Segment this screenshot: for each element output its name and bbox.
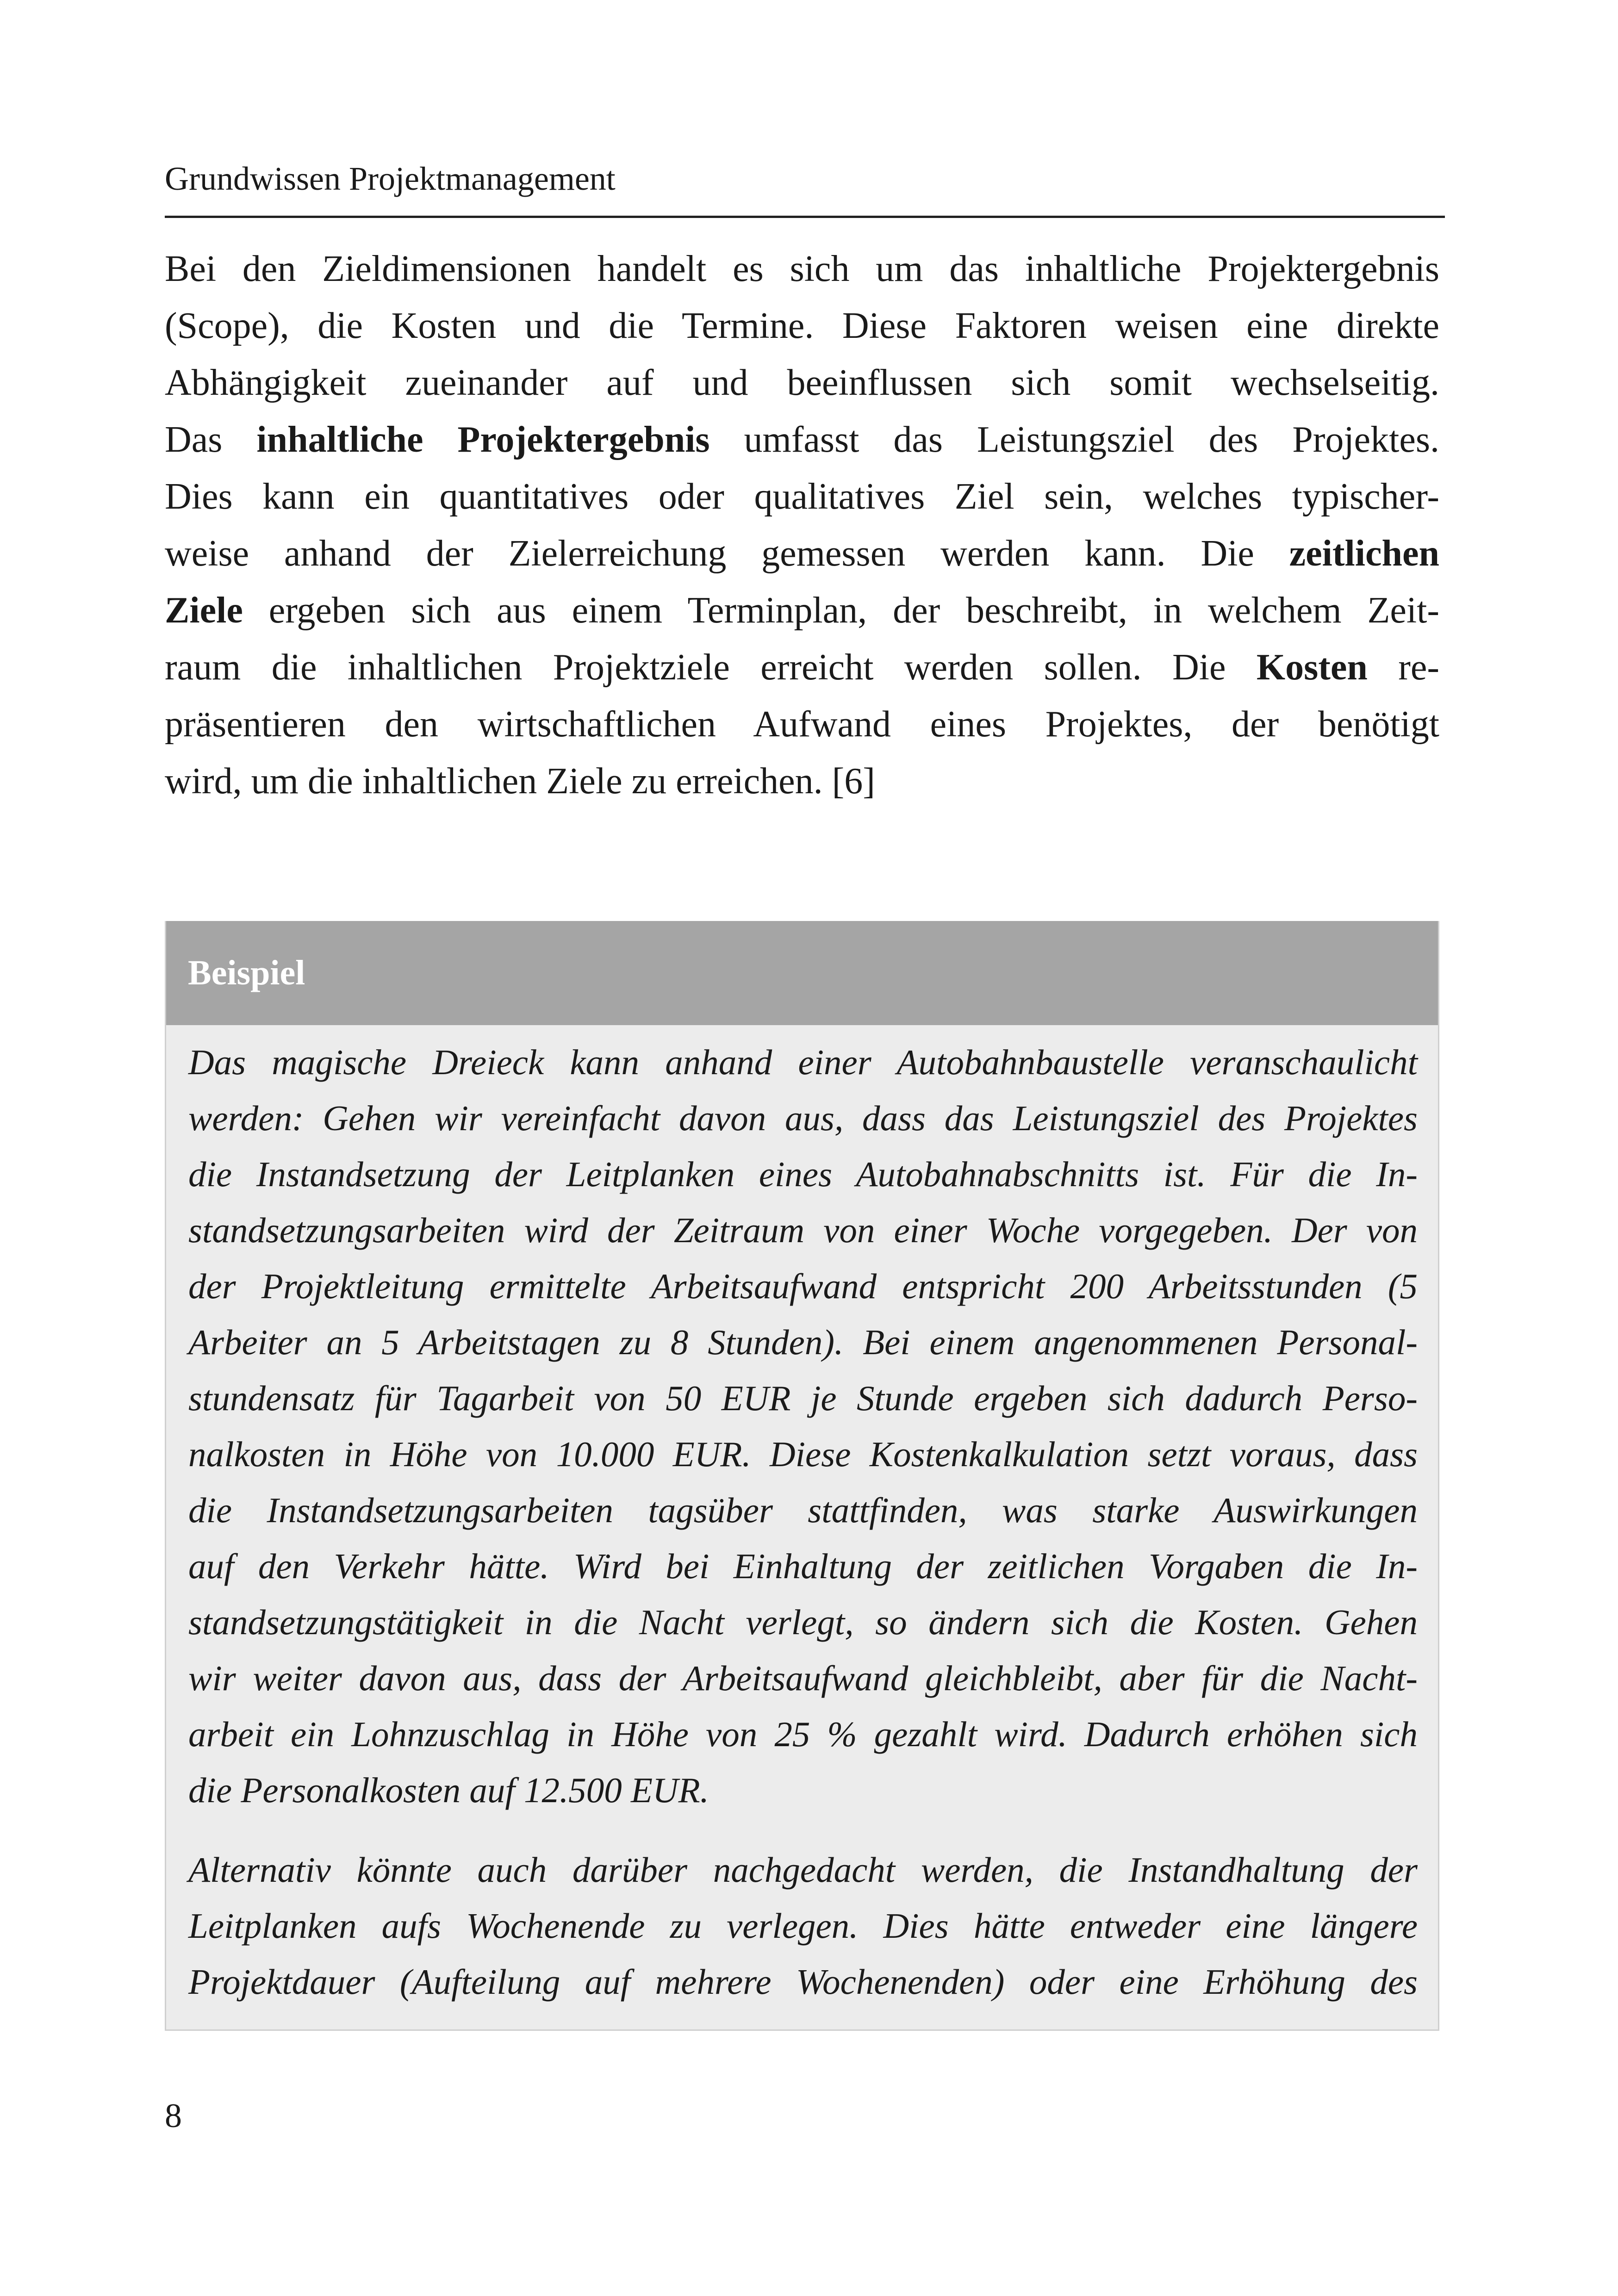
example-line: auf den Verkehr hätte. Wird bei Einhaltung der zeitlichen Vorgaben die In-: [188, 1546, 1418, 1586]
text-run: (Scope), die Kosten und die Termine. Diese Faktoren weisen eine direkte: [165, 305, 1439, 346]
example-line: Alternativ könnte auch darüber nachgedacht werden, die Instandhaltung der: [188, 1850, 1418, 1890]
text-run: re-: [1367, 647, 1440, 688]
text-run: präsentieren den wirtschaftlichen Aufwand eines Projektes, der benötigt: [165, 704, 1439, 745]
bold-term: zeitlichen: [1289, 533, 1439, 574]
body-line: [165, 753, 1439, 810]
body-line: [165, 582, 1439, 639]
example-line: standsetzungstätigkeit in die Nacht verlegt, so ändern sich die Kosten. Gehen: [188, 1602, 1418, 1642]
body-line: [165, 639, 1439, 696]
text-run: ergeben sich aus einem Terminplan, der beschreibt, in welchem Zeit-: [243, 590, 1439, 631]
text-run: weise anhand der Zielerreichung gemessen werden kann. Die: [165, 533, 1289, 574]
example-box-title: Beispiel: [165, 921, 1439, 1025]
example-line: wir weiter davon aus, dass der Arbeitsaufwand gleichbleibt, aber für die Nacht-: [188, 1658, 1418, 1698]
example-line: Arbeiter an 5 Arbeitstagen zu 8 Stunden). Bei einem angenommenen Personal-: [188, 1322, 1418, 1362]
running-header: Grundwissen Projektmanagement: [165, 160, 616, 197]
body-line: [165, 241, 1439, 298]
example-line: die Personalkosten auf 12.500 EUR.: [188, 1770, 709, 1810]
text-run: umfasst das Leistungsziel des Projektes.: [709, 419, 1439, 460]
example-line: die Instandsetzungsarbeiten tagsüber stattfinden, was starke Auswirkungen: [188, 1490, 1418, 1530]
bold-term: Kosten: [1256, 647, 1368, 688]
example-line: Das magische Dreieck kann anhand einer Autobahnbaustelle veranschaulicht: [188, 1042, 1418, 1082]
body-line: [165, 525, 1439, 582]
text-run: Dies kann ein quantitatives oder qualitatives Ziel sein, welches typischer-: [165, 476, 1439, 517]
body-line: [165, 355, 1439, 411]
bold-term: inhaltliche Projektergebnis: [256, 419, 710, 460]
body-line: [165, 468, 1439, 525]
text-run: Abhängigkeit zueinander auf und beeinflussen sich somit wechselseitig.: [165, 362, 1439, 403]
example-line: Projektdauer (Aufteilung auf mehrere Wochenenden) oder eine Erhöhung des: [188, 1962, 1418, 2002]
example-line: die Instandsetzung der Leitplanken eines Autobahnabschnitts ist. Für die In-: [188, 1154, 1418, 1194]
body-line: [165, 696, 1439, 753]
paragraph-gap: [188, 1818, 1418, 1842]
example-line: standsetzungsarbeiten wird der Zeitraum von einer Woche vorgegeben. Der von: [188, 1210, 1418, 1250]
example-line: Leitplanken aufs Wochenende zu verlegen. Dies hätte entweder eine längere: [188, 1906, 1418, 1946]
example-line: arbeit ein Lohnzuschlag in Höhe von 25 % gezahlt wird. Dadurch erhöhen sich: [188, 1714, 1418, 1754]
text-run: Das: [165, 419, 257, 460]
header-rule: [165, 216, 1445, 218]
example-line: stundensatz für Tagarbeit von 50 EUR je Stunde ergeben sich dadurch Perso-: [188, 1378, 1418, 1418]
text-run: raum die inhaltlichen Projektziele erreicht werden sollen. Die: [165, 647, 1257, 688]
example-line: nalkosten in Höhe von 10.000 EUR. Diese Kostenkalkulation setzt voraus, dass: [188, 1434, 1418, 1474]
text-run: Bei den Zieldimensionen handelt es sich um das inhaltliche Projektergebnis: [165, 249, 1439, 289]
example-box: [165, 921, 1439, 2031]
body-line: [165, 298, 1439, 355]
body-text: [165, 241, 1439, 810]
bold-term: Ziele: [165, 590, 243, 631]
example-line: werden: Gehen wir vereinfacht davon aus, dass das Leistungsziel des Projektes: [188, 1098, 1418, 1138]
example-line: der Projektleitung ermittelte Arbeitsaufwand entspricht 200 Arbeitsstunden (5: [188, 1266, 1418, 1306]
example-box-body: [166, 1025, 1438, 2010]
text-run: wird, um die inhaltlichen Ziele zu erreichen. [6]: [165, 761, 875, 802]
page-number: 8: [165, 2097, 182, 2135]
body-line: [165, 411, 1439, 468]
